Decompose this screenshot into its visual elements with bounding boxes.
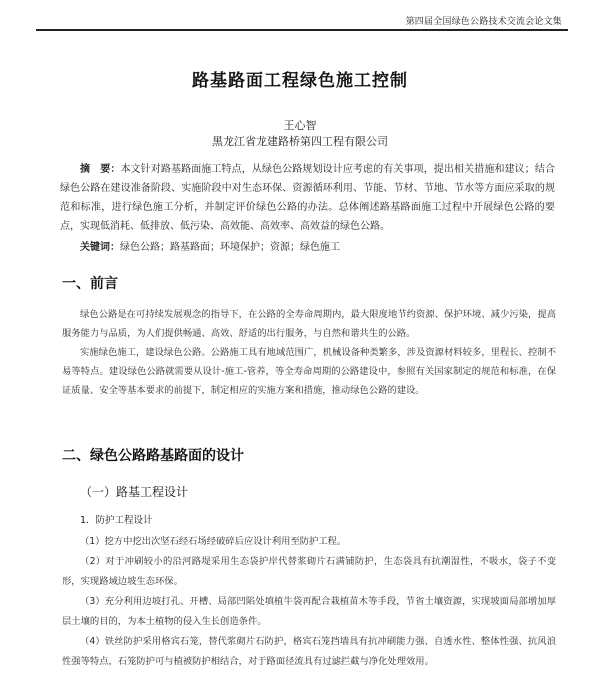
section-heading-design: 二、绿色公路路基路面的设计 [62,448,244,464]
paper-title: 路基路面工程绿色施工控制 [192,71,408,91]
intro-paragraph-2: 实施绿色施工，建设绿色公路。公路施工具有地域范围广，机械设备种类繁多，涉及资源材料较多，里程长、控制不易等特点。建设绿色公路就需要从设计-施工-管养，等全寿命周期的公路建设中，参照有关国家制定的规范和标准，在保证质量、安全等基本要求的前提下，制定相应的实施方案和措施，推动绿色公路的建设。 [62,347,556,396]
keywords [80,238,555,257]
keywords-text: 绿色公路；路基路面；环境保护；资源；绿色施工 [120,242,340,253]
design-paragraph-4: （4）铁丝防护采用格宾石笼，替代浆砌片石防护，格宾石笼挡墙具有抗冲刷能力强、自透水性、整体性强、抗风浪性强等特点，石笼防护可与植被防护相结合，对于路面径流具有过滤拦截与净化处理效用。 [62,636,556,667]
subsection-heading-subgrade: （一）路基工程设计 [80,485,189,499]
abstract-text: 本文针对路基路面施工特点，从绿色公路规划设计应考虑的有关事项，提出相关措施和建议；结合绿色公路在建设准备阶段、实施阶段中对生态环保、资源循环利用、节能、节材、节地、节水等方面应采取的规范和标准，进行绿色施工分析，并制定评价绿色公路的办法。总体阐述路基路面施工过程中开展绿色公路的要点，实现低消耗、低排放、低污染、高效能、高效率、高效益的绿色公路。 [60,164,556,232]
author-name: 王心智 [283,119,317,132]
section-heading-introduction: 一、前言 [62,276,118,292]
author-affiliation: 黑龙江省龙建路桥第四工程有限公司 [212,135,388,148]
abstract [60,160,555,236]
abstract-label: 摘 要： [80,164,121,175]
running-header: 第四届全国绿色公路技术交流会论文集 [405,17,562,27]
subsubsection-heading-protection: 1．防护工程设计 [80,515,153,526]
design-paragraph-1: （1）挖方中挖出次坚石经石场经破碎后应设计利用至防护工程。 [80,536,347,547]
header-rule [36,29,568,31]
design-paragraph-3: （3）充分利用边坡打孔、开槽、局部凹陷处填植牛袋再配合栽植苗木等手段，节省土壤资源，实现坡面局部增加厚层土壤的目的，为本土植物的侵入生长创造条件。 [62,596,556,627]
keywords-label: 关键词： [80,242,120,253]
intro-paragraph-1: 绿色公路是在可持续发展观念的指导下，在公路的全寿命周期内，最大限度地节约资源、保护环境、减少污染，提高服务能力与品质，为人们提供畅通、高效、舒适的出行服务，与自然和谐共生的公路。 [62,309,556,339]
design-paragraph-2: （2）对于冲刷较小的沿河路堤采用生态袋护岸代替浆砌片石满铺防护，生态袋具有抗潮湿性，不吸水，袋子不变形，实现路域边坡生态环保。 [62,556,556,587]
